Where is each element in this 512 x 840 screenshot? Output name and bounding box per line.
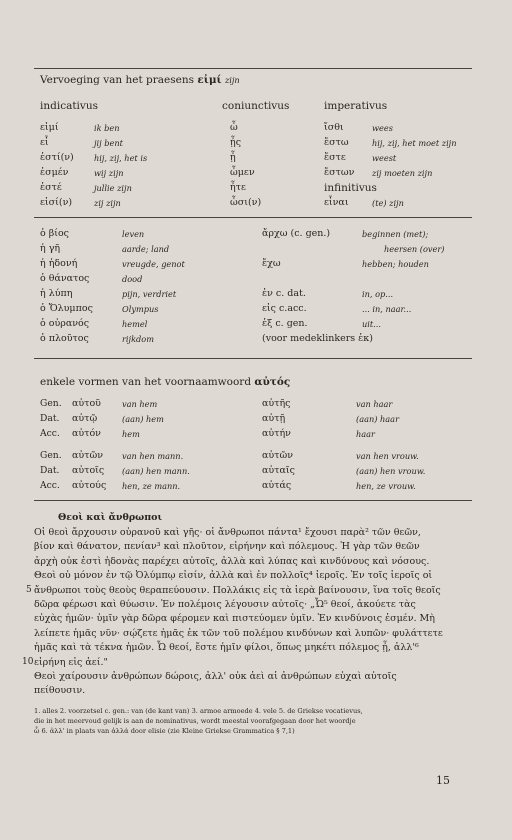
- infinitivus-header: infinitivus: [324, 182, 377, 194]
- passage-line: Οἱ θεοὶ ἄρχουσιν οὐρανοῦ καὶ γῆς· οἱ ἄνθρωποι πάντα¹ ἔχουσι παρὰ² τῶν θεῶν,: [34, 527, 421, 538]
- fem-form: αὐτάς: [262, 480, 292, 491]
- masc-translation: hem: [122, 429, 140, 439]
- imp-form: ἴσθι: [324, 122, 344, 133]
- vocab-word: ὁ Ὄλυμπος: [40, 303, 93, 314]
- imp-form: ἔστε: [324, 152, 346, 163]
- imperativus-header: imperativus: [324, 100, 388, 112]
- masc-translation: hen, ze mann.: [122, 481, 181, 491]
- reading-title: Θεοὶ καὶ ἄνθρωποι: [58, 512, 163, 523]
- masc-translation: (aan) hem: [122, 414, 164, 424]
- top-rule: [34, 68, 472, 69]
- imp-form: ἔστω: [324, 137, 349, 148]
- case-label: Dat.: [40, 413, 60, 424]
- ind-form: ἐστέ: [40, 182, 62, 193]
- passage-line: ἄνθρωποι τοὺς θεοὺς θεραπεύουσιν. Πολλάκις εἰς τὰ ἱερὰ βαίνουσιν, ἵνα τοῖς θεοῖς: [34, 584, 441, 596]
- vocab-note: (voor medeklinkers ἐκ): [262, 333, 373, 344]
- fem-form: αὐτῇ: [262, 413, 286, 424]
- masc-form: αὐτόν: [72, 428, 101, 439]
- line-number: 5: [26, 585, 32, 595]
- vocab-word: ἡ λύπη: [40, 288, 73, 299]
- passage-line: εἰρήνη εἰς ἀεί.": [34, 656, 108, 668]
- vocab-meaning: rijkdom: [122, 334, 154, 344]
- vocab-meaning: heersen (over): [384, 244, 445, 254]
- vocab-meaning: dood: [122, 274, 143, 284]
- vocab-meaning: ... in, naar...: [362, 304, 412, 314]
- inf-translation: (te) zijn: [372, 198, 404, 208]
- case-label: Dat.: [40, 465, 60, 476]
- vocab-word: ἄρχω (c. gen.): [262, 228, 331, 239]
- footnote-line: ὦ 6. ἀλλ' in plaats van ἀλλά door elisie (zie Kleine Griekse Grammatica § 7,1): [34, 727, 295, 735]
- vocab-rule: [34, 217, 472, 218]
- reading-passage: [34, 526, 474, 699]
- vocab-word: ἡ ἡδονή: [40, 258, 78, 269]
- text-rule: [34, 500, 472, 501]
- fem-form: αὐτήν: [262, 428, 291, 439]
- fem-translation: (aan) haar: [356, 414, 399, 424]
- vocab-meaning: uit...: [362, 319, 381, 329]
- vocab-meaning: hemel: [122, 319, 148, 329]
- case-label: Acc.: [40, 480, 60, 491]
- passage-line: Θεοὶ χαίρουσιν ἀνθρώπων δώροις, ἀλλ' οὐκ ἀεὶ αἱ ἀνθρώπων εὐχαὶ αὐτοῖς: [34, 671, 397, 683]
- pronoun-heading: enkele vormen van het voornaamwoord αὐτός: [40, 376, 291, 388]
- conj-form: ᾖς: [230, 137, 242, 148]
- vocab-word: ἡ γῆ: [40, 243, 61, 254]
- ind-form: εἰμί: [40, 122, 59, 133]
- fem-translation: (aan) hen vrouw.: [356, 466, 426, 476]
- vocab-meaning: leven: [122, 229, 145, 239]
- ind-form: ἐσμέν: [40, 167, 69, 178]
- fem-form: αὐταῖς: [262, 465, 295, 476]
- passage-line: ἡμᾶς καὶ τὰ τέκνα ἡμῶν. Ὦ θεοί, ἔστε ἡμῖν φίλοι, ὅπως μηκέτι πόλεμος ᾖ, ἀλλ'⁶: [34, 642, 419, 654]
- passage-line: βίον καὶ θάνατον, πενίαν³ καὶ πλοῦτον, εἰρήνην καὶ πόλεμους. Ἡ γὰρ τῶν θεῶν: [34, 541, 420, 553]
- case-label: Acc.: [40, 428, 60, 439]
- ind-translation: hij, zij, het is: [94, 153, 148, 163]
- conj-form: ὦμεν: [230, 167, 255, 178]
- ind-translation: jullie zijn: [94, 183, 132, 193]
- passage-line: εὐχὰς ἡμῶν· ὑμῖν γὰρ δῶρα φέρομεν καὶ πιστεύομεν ὑμῖν. Ἐν κινδύνοις ἐσμέν. Μὴ: [34, 613, 435, 625]
- fem-translation: van haar: [356, 399, 393, 409]
- line-number: 10: [22, 657, 34, 667]
- masc-translation: (aan) hen mann.: [122, 466, 190, 476]
- ind-translation: jij bent: [94, 138, 123, 148]
- passage-line: ἀρχὴ οὐκ ἐστὶ ἡδονὰς παρέχει αὐτοῖς, ἀλλὰ καὶ λύπας καὶ κινδύνους καὶ νόσους.: [34, 555, 430, 567]
- imp-translation: weest: [372, 153, 397, 163]
- vocab-word: ὁ βίος: [40, 228, 69, 239]
- ind-translation: ik ben: [94, 123, 120, 133]
- vocab-word: ἔχω: [262, 258, 281, 269]
- imp-form: ἔστων: [324, 167, 355, 178]
- masc-form: αὐτοῖς: [72, 465, 105, 476]
- vocab-word: ὁ θάνατος: [40, 273, 90, 284]
- vocab-meaning: pijn, verdriet: [122, 289, 177, 299]
- vocab-meaning: aarde; land: [122, 244, 170, 254]
- masc-form: αὐτούς: [72, 480, 107, 491]
- passage-line: πείθουσιν.: [34, 685, 86, 697]
- imp-translation: wees: [372, 123, 393, 133]
- conj-form: ἦτε: [230, 182, 246, 193]
- masc-form: αὐτῶν: [72, 450, 103, 461]
- conjugation-heading: Vervoeging van het praesens εἰμί zijn: [40, 74, 240, 86]
- fem-translation: van hen vrouw.: [356, 451, 419, 461]
- inf-form: εἶναι: [324, 197, 349, 208]
- imp-translation: zij moeten zijn: [372, 168, 433, 178]
- ind-form: ἐστί(ν): [40, 152, 74, 163]
- vocab-word: ὁ πλοῦτος: [40, 333, 89, 344]
- vocab-word: εἰς c.acc.: [262, 303, 307, 314]
- conj-form: ὦσι(ν): [230, 197, 262, 208]
- masc-form: αὐτοῦ: [72, 398, 101, 409]
- footnote-line: 1. alles 2. voorzetsel c. gen.: van (de kant van) 3. armoe armoede 4. vele 5. de Griekse vocatievus,: [34, 707, 363, 715]
- case-label: Gen.: [40, 450, 62, 461]
- fem-form: αὐτῆς: [262, 398, 291, 409]
- passage-line: Θεοὶ οὐ μόνον ἐν τῷ Ὀλύμπῳ εἰσίν, ἀλλὰ καὶ ἐν πολλοῖς⁴ ἱεροῖς. Ἐν τοῖς ἱεροῖς οἱ: [34, 570, 433, 582]
- vocab-word: ἐξ c. gen.: [262, 318, 308, 329]
- conj-form: ᾖ: [230, 152, 236, 163]
- case-label: Gen.: [40, 398, 62, 409]
- vocab-meaning: in, op...: [362, 289, 394, 299]
- vocab-meaning: beginnen (met);: [362, 229, 429, 239]
- vocab-word: ὁ οὐρανός: [40, 318, 90, 329]
- footnote-line: die in het meervoud gelijk is aan de nominativus, wordt meestal voorafgegaan door het woordje: [34, 717, 356, 725]
- fem-translation: haar: [356, 429, 375, 439]
- passage-line: δῶρα φέρωσι καὶ θύωσιν. Ἐν πολέμοις λέγουσιν αὐτοῖς· „Ὦ⁵ θεοί, ἀκούετε τὰς: [34, 599, 416, 611]
- conj-form: ὦ: [230, 122, 238, 133]
- indicativus-header: indicativus: [40, 100, 99, 112]
- masc-translation: van hen mann.: [122, 451, 184, 461]
- fem-translation: hen, ze vrouw.: [356, 481, 416, 491]
- ind-translation: zij zijn: [94, 198, 121, 208]
- ind-translation: wij zijn: [94, 168, 124, 178]
- vocab-meaning: hebben; houden: [362, 259, 429, 269]
- pronoun-rule: [34, 358, 472, 359]
- masc-translation: van hem: [122, 399, 158, 409]
- coniunctivus-header: coniunctivus: [222, 100, 290, 112]
- ind-form: εἰσί(ν): [40, 197, 73, 208]
- imp-translation: hij, zij, het moet zijn: [372, 138, 457, 148]
- vocab-meaning: Olympus: [122, 304, 159, 314]
- fem-form: αὐτῶν: [262, 450, 293, 461]
- ind-form: εἶ: [40, 137, 49, 148]
- vocab-meaning: vreugde, genot: [122, 259, 185, 269]
- masc-form: αὐτῷ: [72, 413, 98, 424]
- passage-line: λείπετε ἡμᾶς νῦν· σῴζετε ἡμᾶς ἐκ τῶν τοῦ πολέμου κινδύνων καὶ λυπῶν· φυλάττετε: [34, 627, 443, 639]
- vocab-word: ἐν c. dat.: [262, 288, 306, 299]
- page-number: 15: [436, 774, 450, 787]
